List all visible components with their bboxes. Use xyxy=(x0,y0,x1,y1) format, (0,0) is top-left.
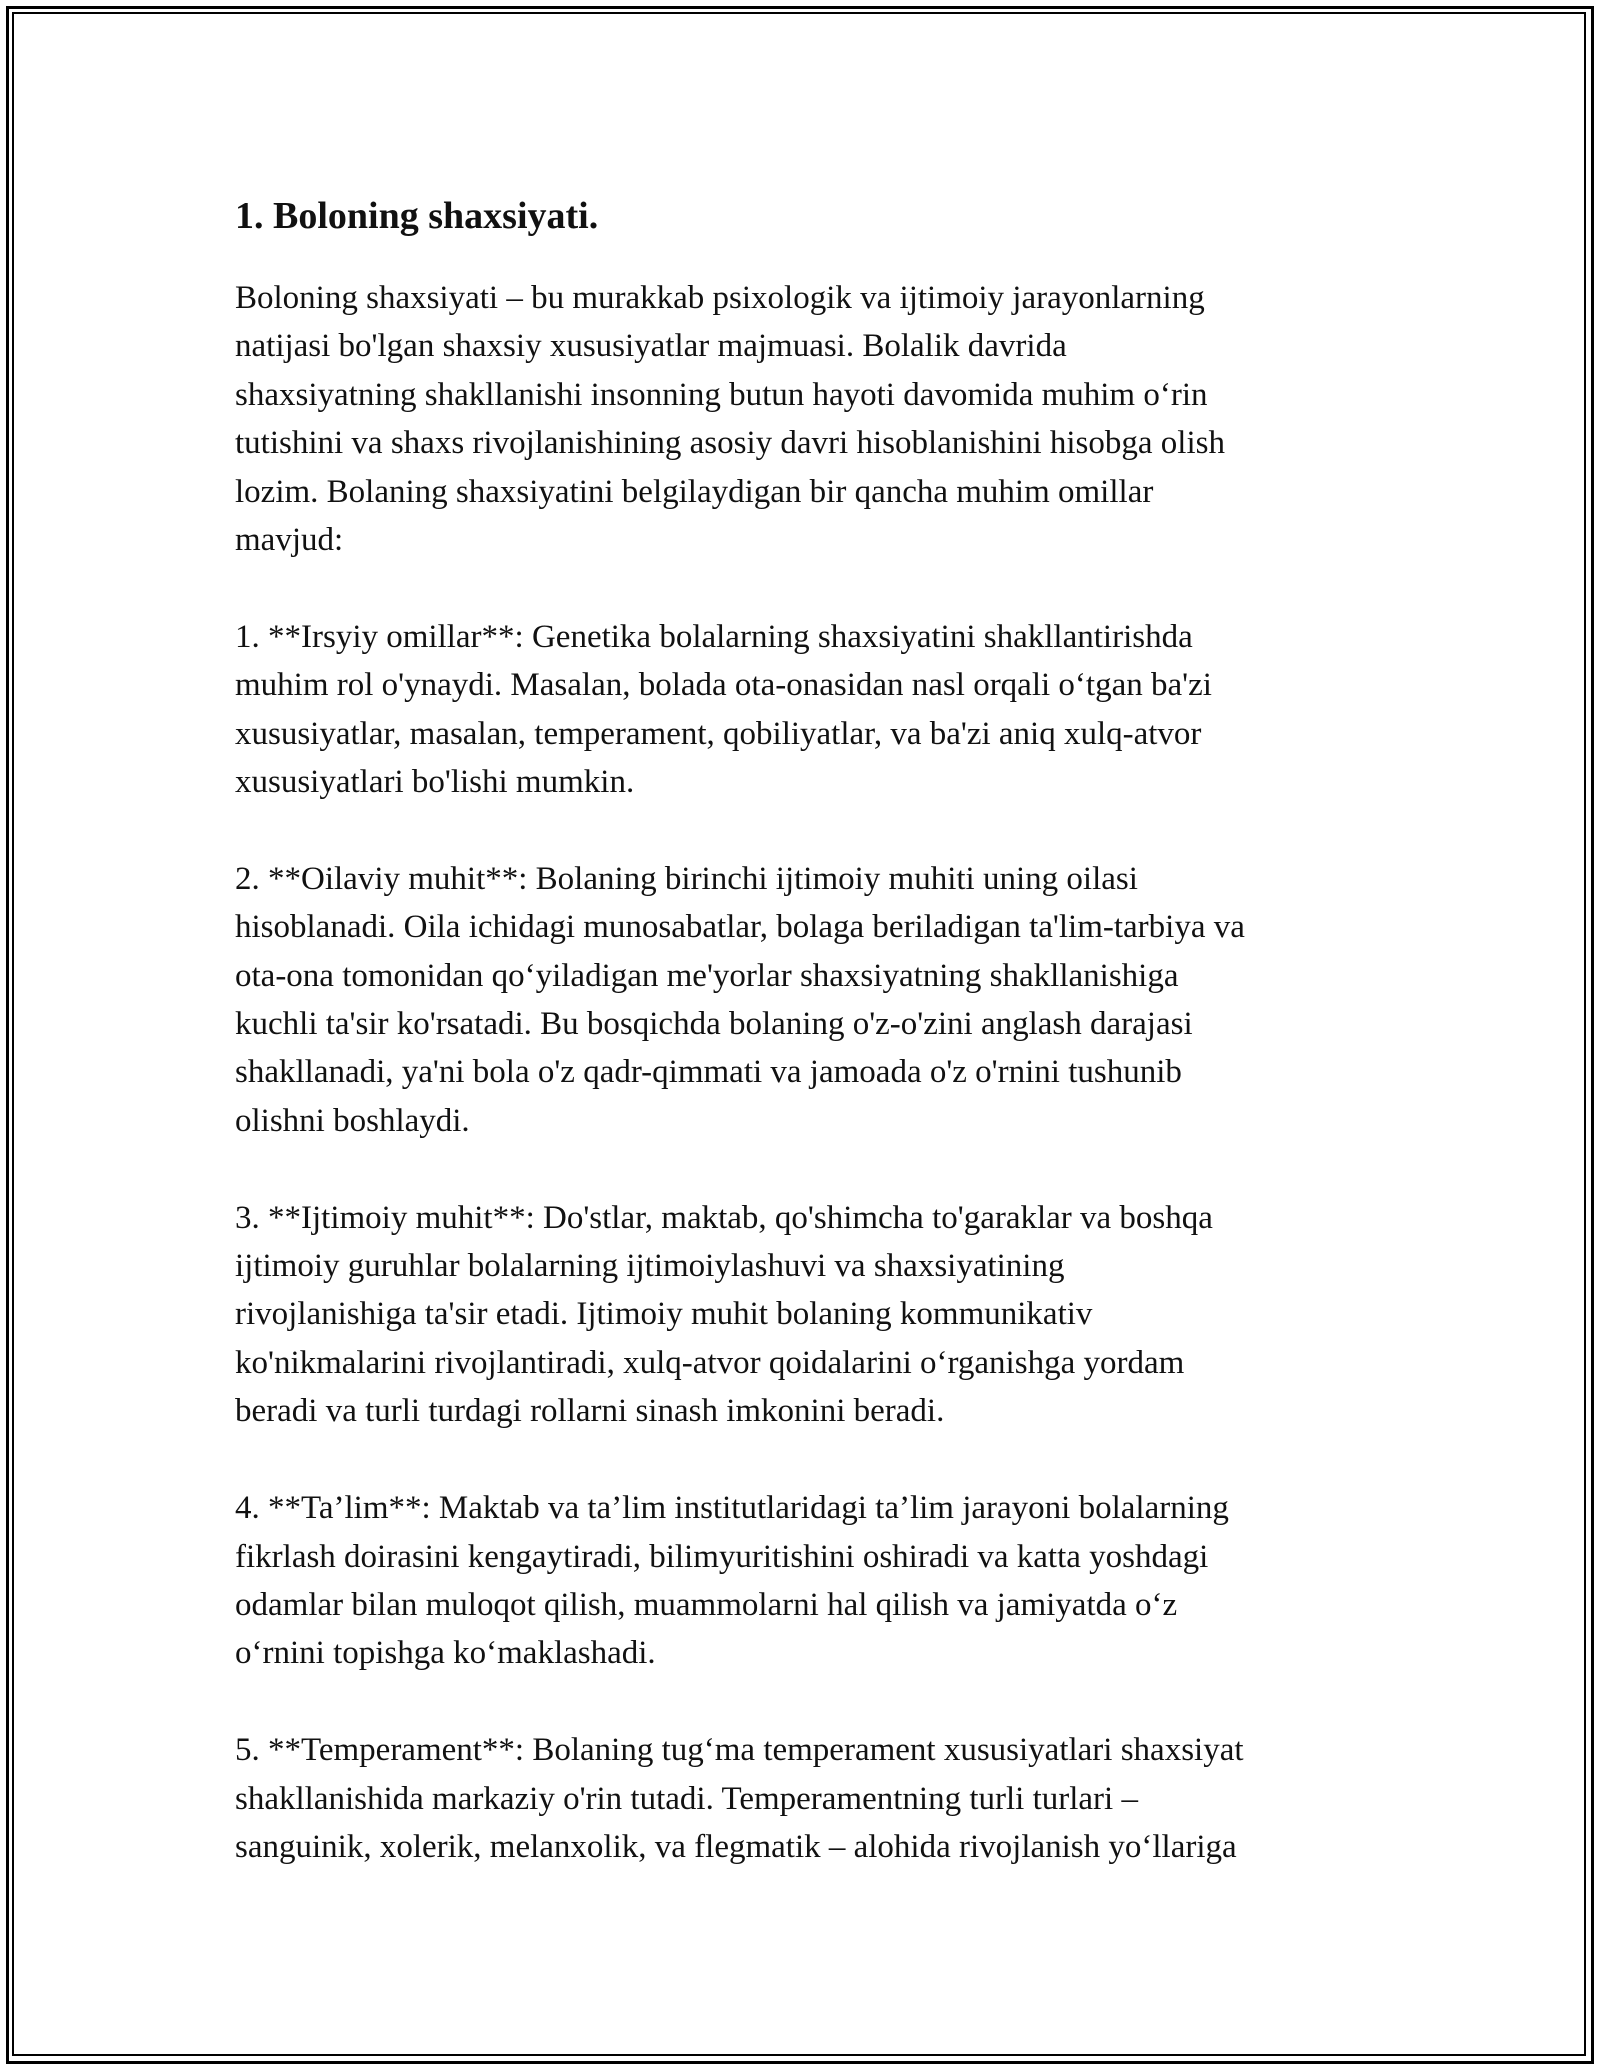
list-item-talim xyxy=(235,1484,1385,1678)
intro-paragraph xyxy=(235,274,1385,564)
text-line: tutishini va shaxs rivojlanishining asosiy davri hisoblanishini hisobga olish xyxy=(235,425,1225,462)
text-line: 4. **Ta’lim**: Maktab va ta’lim institutlaridagi ta’lim jarayoni bolalarning xyxy=(235,1490,1229,1527)
text-line: o‘rnini topishga ko‘maklashadi. xyxy=(235,1635,656,1672)
text-line: ko'nikmalarini rivojlantiradi, xulq-atvor qoidalarini o‘rganishga yordam xyxy=(235,1344,1185,1381)
text-line: lozim. Bolaning shaxsiyatini belgilaydigan bir qancha muhim omillar xyxy=(235,473,1154,510)
text-line: 3. **Ijtimoiy muhit**: Do'stlar, maktab, qo'shimcha to'garaklar va boshqa xyxy=(235,1199,1213,1236)
text-line: 1. **Irsyiy omillar**: Genetika bolalarning shaxsiyatini shakllantirishda xyxy=(235,618,1193,655)
text-line: shakllanishida markaziy o'rin tutadi. Temperamentning turli turlari – xyxy=(235,1780,1138,1817)
text-line: rivojlanishiga ta'sir etadi. Ijtimoiy muhit bolaning kommunikativ xyxy=(235,1296,1093,1333)
text-line: shakllanadi, ya'ni bola o'z qadr-qimmati va jamoada o'z o'rnini tushunib xyxy=(235,1054,1182,1091)
document-body xyxy=(235,188,1385,1920)
text-line: sanguinik, xolerik, melanxolik, va flegmatik – alohida rivojlanish yo‘llariga xyxy=(235,1828,1237,1865)
text-line: mavjud: xyxy=(235,522,344,559)
text-line: shaxsiyatning shakllanishi insonning butun hayoti davomida muhim o‘rin xyxy=(235,376,1208,413)
text-line: ota-ona tomonidan qo‘yiladigan me'yorlar shaxsiyatning shakllanishiga xyxy=(235,957,1179,994)
text-line: olishni boshlaydi. xyxy=(235,1102,470,1139)
list-item-irsiy-omillar xyxy=(235,613,1385,807)
list-item-oilaviy-muhit xyxy=(235,855,1385,1145)
text-line: Boloning shaxsiyati – bu murakkab psixologik va ijtimoiy jarayonlarning xyxy=(235,280,1205,316)
text-line: ijtimoiy guruhlar bolalarning ijtimoiylashuvi va shaxsiyatining xyxy=(235,1248,1065,1285)
text-line: hisoblanadi. Oila ichidagi munosabatlar, bolaga beriladigan ta'lim-tarbiya va xyxy=(235,909,1245,946)
section-heading: 1. Boloning shaxsiyati. xyxy=(235,195,599,237)
text-line: xususiyatlari bo'lishi mumkin. xyxy=(235,764,635,801)
text-line: fikrlash doirasini kengaytiradi, bilimyuritishini oshiradi va katta yoshdagi xyxy=(235,1538,1209,1575)
text-line: xususiyatlar, masalan, temperament, qobiliyatlar, va ba'zi aniq xulq-atvor xyxy=(235,715,1202,752)
text-line: 5. **Temperament**: Bolaning tug‘ma temperament xususiyatlari shaxsiyat xyxy=(235,1732,1244,1769)
text-line: beradi va turli turdagi rollarni sinash imkonini beradi. xyxy=(235,1393,945,1430)
text-line: odamlar bilan muloqot qilish, muammolarni hal qilish va jamiyatda o‘z xyxy=(235,1586,1178,1623)
text-line: natijasi bo'lgan shaxsiy xususiyatlar majmuasi. Bolalik davrida xyxy=(235,328,1067,365)
text-line: 2. **Oilaviy muhit**: Bolaning birinchi ijtimoiy muhiti uning oilasi xyxy=(235,860,1138,897)
list-item-temperament xyxy=(235,1726,1385,1871)
text-line: kuchli ta'sir ko'rsatadi. Bu bosqichda bolaning o'z-o'zini anglash darajasi xyxy=(235,1006,1193,1043)
list-item-ijtimoiy-muhit xyxy=(235,1194,1385,1436)
text-line: muhim rol o'ynaydi. Masalan, bolada ota-onasidan nasl orqali o‘tgan ba'zi xyxy=(235,667,1212,704)
